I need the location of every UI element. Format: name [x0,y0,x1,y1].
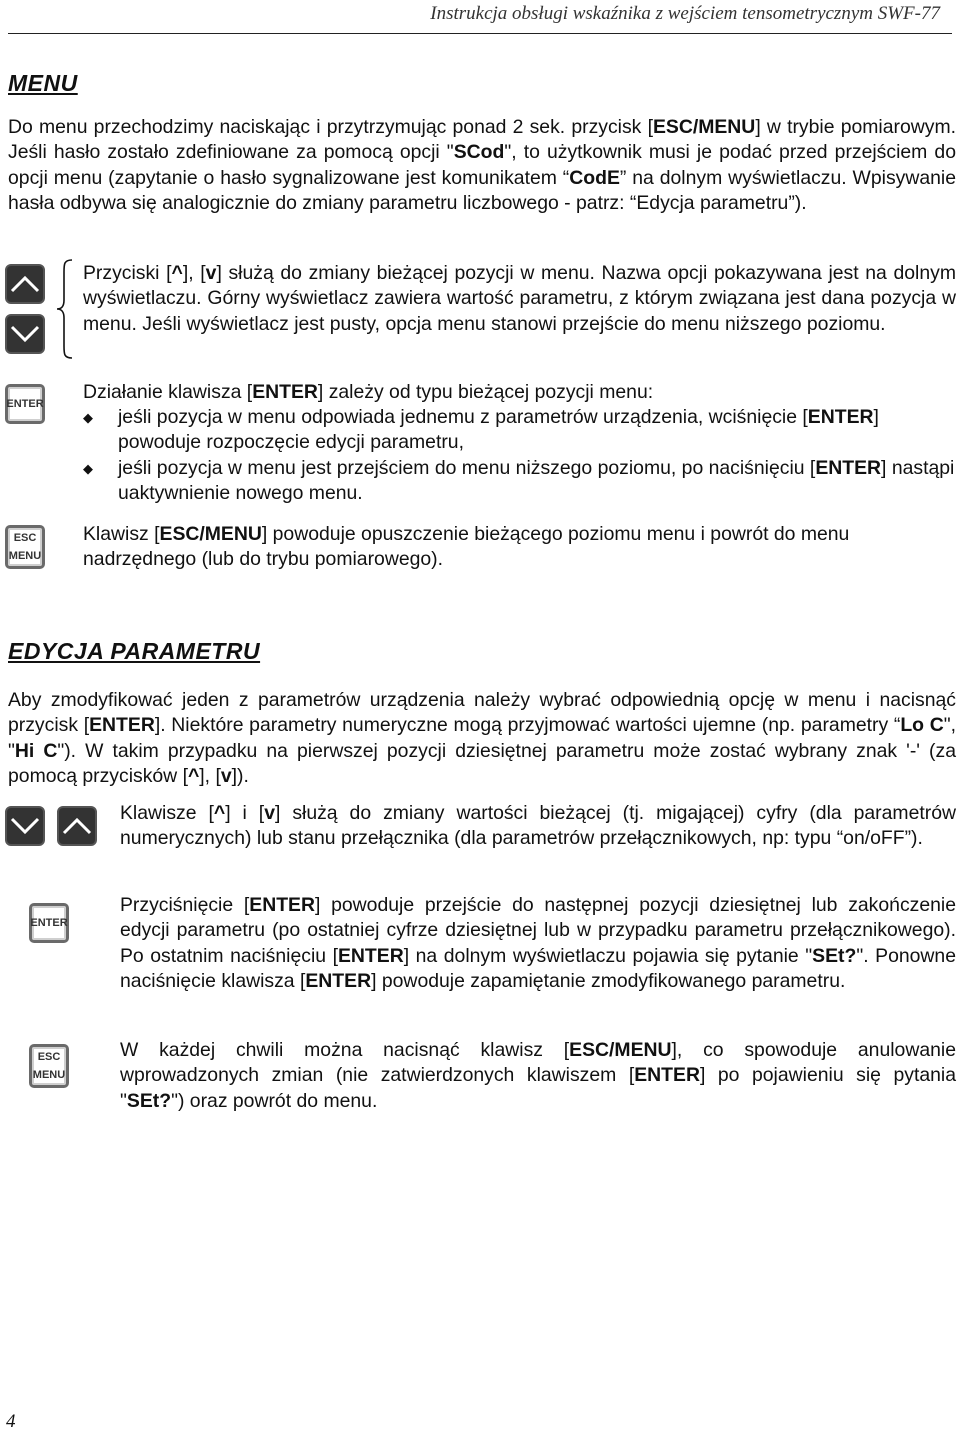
down-arrow-key-icon [5,806,45,846]
edycja-esc-paragraph: W każdej chwili można nacisnąć klawisz [ESC/MENU], co spowoduje anulowanie wprowadzonych zmian (nie zatwierdzonych klawiszem [ENTER] po pojawieniu się pytania "SEt?") oraz powrót do menu. [120,1039,956,1112]
menu-section-title: MENU [8,70,78,96]
menu-arrows-paragraph: Przyciski [^], [v] służą do zmiany bieżącej pozycji w menu. Nazwa opcji pokazywana jest na dolnym wyświetlaczu. Górny wyświetlacz zawiera wartość parametru, z którym związana jest dana pozycja w menu. Jeśli wyświetlacz jest pusty, opcja menu stanowi przejście do menu niższego poziomu. [83,262,956,335]
edycja-section-title: EDYCJA PARAMETRU [8,638,261,664]
esc-menu-key-icon: ESC MENU [29,1044,69,1088]
menu-enter-bullet-2: jeśli pozycja w menu jest przejściem do menu niższego poziomu, po naciśnięciu [ENTER] nastąpi uaktywnienie nowego menu. [118,457,955,505]
bullet-icon: ◆ [83,461,93,476]
esc-menu-key-icon: ESC MENU [5,525,45,569]
header-rule [8,33,952,34]
edycja-enter-paragraph: Przyciśnięcie [ENTER] powoduje przejście do następnej pozycji dziesiętnej lub zakończenie edycji parametru (po ostatniej cyfrze dziesiętnej lub w przypadku parametru przełącznikowego). Po ostatnim naciśnięciu [ENTER] na dolnym wyświetlaczu pojawia się pytanie "SEt?". Ponowne naciśnięcie klawisza [ENTER] powoduje zapamiętanie zmodyfikowanego parametru. [120,894,956,992]
page-number: 4 [6,1411,16,1432]
edycja-arrows-paragraph: Klawisze [^] i [v] służą do zmiany wartości bieżącej (tj. migającej) cyfry (dla parametrów numerycznych) lub stanu przełącznika (dla parametrów przełącznikowych, np: typu “on/oFF”). [120,802,956,850]
bullet-icon: ◆ [83,410,93,425]
menu-enter-bullet-1: jeśli pozycja w menu odpowiada jednemu z parametrów urządzenia, wciśnięcie [ENTER] powoduje rozpoczęcie edycji parametru, [118,406,879,454]
up-arrow-key-icon [5,264,45,304]
menu-intro-paragraph: Do menu przechodzimy naciskając i przytrzymując ponad 2 sek. przycisk [ESC/MENU] w trybie pomiarowym. Jeśli hasło zostało zdefiniowane za pomocą opcji "SCod", to użytkownik musi je podać przed przejściem do opcji menu (zapytanie o hasło sygnalizowane jest komunikatem “CodE” na dolnym wyświetlaczu. Wpisywanie hasła odbywa się analogicznie do zmiany parametru liczbowego - patrz: “Edycja parametru”). [8,116,957,214]
menu-esc-paragraph: Klawisz [ESC/MENU] powoduje opuszczenie bieżącego poziomu menu i powrót do menu nadrzędnego (lub do trybu pomiarowego). [83,523,850,571]
enter-key-icon: ENTER [29,903,69,943]
menu-enter-intro: Działanie klawisza [ENTER] zależy od typu bieżącej pozycji menu: [83,381,654,403]
enter-key-icon: ENTER [5,384,45,424]
brace-icon [54,258,76,360]
down-arrow-key-icon [5,314,45,354]
up-arrow-key-icon [57,806,97,846]
edycja-intro-paragraph: Aby zmodyfikować jeden z parametrów urządzenia należy wybrać odpowiednią opcję w menu i nacisnąć przycisk [ENTER]. Niektóre parametry numeryczne mogą przyjmować wartości ujemne (np. parametry “Lo C", "Hi C"). W takim przypadku na pierwszej pozycji dziesiętnej parametru może zostać wybrany znak '-' (za pomocą przycisków [^], [v]). [8,689,956,787]
header-title: Instrukcja obsługi wskaźnika z wejściem tensometrycznym SWF-77 [430,3,940,24]
